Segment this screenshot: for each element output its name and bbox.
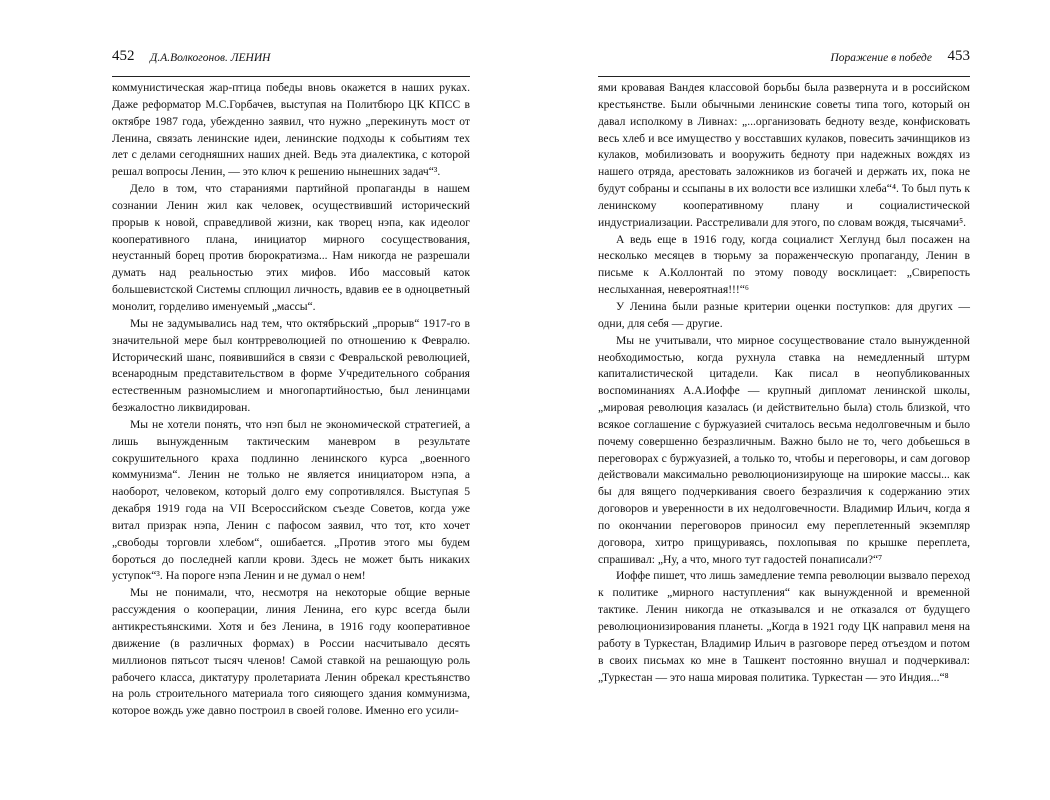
paragraph: Дело в том, что стараниями партийной пропаганды в нашем сознании Ленин жил как человек, осуществивший исторический прорыв к новой, справедливой жизни, как творец нэпа, как идеолог кооперативного плана, инициатор мирного сосуществования, неустанный борец против бюрократизма... Нам никогда не разрешали думать над реальностью этих мифов. Ибо массовый каток большевистской Системы сплющил личность, вдавив ее в одноцветный монолит, горделиво именуемый „массы“. — [112, 182, 470, 313]
right-page-body — [598, 80, 970, 686]
paragraph: Иоффе пишет, что лишь замедление темпа революции вызвало переход к политике „мирного наступления“ как вынужденной и временной тактике. Ленин никогда не отказывался и не отказался от будущего революционизирования планеты. „Когда в 1921 году ЦК направил меня на работу в Туркестан, Владимир Ильич в разговоре перед отъездом и потом в своих письмах ко мне в Ташкент постоянно внушал и подчеркивал: „Туркестан — это наша мировая политика. Туркестан — это Индия...“⁸ — [598, 569, 970, 684]
paragraph: Мы не понимали, что, несмотря на некоторые общие верные рассуждения о кооперации, линия Ленина, его курс всегда были антикрестьянскими. Хотя и без Ленина, в 1916 году кооперативное движение (в различных формах) в России насчитывало десять миллионов пятьсот тысяч членов! Самой ставкой на решающую роль рабочего класса, диктатуру пролетариата Ленин обрекал крестьянство на роль строительного материала того сияющего здания коммунизма, которое вождь уже давно построил в своей голове. Именно его усили- — [112, 586, 470, 718]
right-page — [598, 0, 970, 686]
paragraph: А ведь еще в 1916 году, когда социалист Хеглунд был посажен на несколько месяцев в тюрьму за пораженческую пропаганду, Ленин в письме к А.Коллонтай по этому поводу восклицает: „Свирепость неслыханная, невероятная!!!“⁶ — [598, 232, 970, 297]
left-page-body — [112, 80, 470, 720]
paragraph: коммунистическая жар-птица победы вновь окажется в наших руках. Даже реформатор М.С.Горбачев, выступая на Политбюро ЦК КПСС в октябре 1987 года, убежденно заявил, что нужно „перекинуть мост от Ленина, связать ленинские идеи, ленинские подходы к событиям тех лет с делами сегодняшних наших дней. Ведь эта диалектика, с которой решал вопросы Ленин, — это ключ к решению нынешних задач“³. — [112, 81, 470, 179]
paragraph: У Ленина были разные критерии оценки поступков: для других — одни, для себя — другие. — [598, 299, 970, 330]
page-number: 452 — [112, 48, 135, 64]
page-number: 453 — [947, 48, 970, 64]
left-page-header — [112, 48, 470, 77]
running-head: Д.А.Волкогонов. ЛЕНИН — [150, 52, 271, 64]
paragraph: Мы не учитывали, что мирное сосуществование стало вынужденной необходимостью, когда рухнула ставка на немедленный штурм капиталистической цитадели. Как писал в неопубликованных воспоминаниях А.А.Иоффе — крупный дипломат ленинской школы, „мировая революция казалась (и действительно была) столь близкой, что всякое соглашение с буржуазией считалось весьма недолговечным и было почему совершенно безразличным. Важно было не то, чего добьешься в переговорах с буржуазией, а только то, чтобы и переговоры, и сам договор действовали максимально революционизирующе на широкие массы... как бы для вящего подчеркивания своего безразличия к содержанию этих договоров и уверенности в их недолговечности. Владимир Ильич, когда я по окончании переговоров приносил ему переплетенный экземпляр договора, хитро прищуриваясь, похлопывая по крышке переплета, спрашивал: „Ну, а что, много тут гадостей понаписали?“⁷ — [598, 333, 970, 566]
paragraph: ями кровавая Вандея классовой борьбы была развернута и в российском крестьянстве. Были обычными ленинские советы типа того, который он давал исполкому в Ливнах: „...организовать бедноту везде, конфисковать весь хлеб и все имущество у восставших кулаков, повесить зачинщиков из кулаков, мобилизовать и вооружить бедноту при надежных вождях из нашего отряда, арестовать заложников из богачей и держать их, пока не будут собраны и ссыпаны в их волости все излишки хлеба“⁴. То был путь к ленинскому кооперативному плану и социалистической индустриализации. Расстреливали для этого, по словам вождя, тысячами⁵. — [598, 81, 970, 229]
left-page — [112, 0, 470, 720]
paragraph: Мы не хотели понять, что нэп был не экономической стратегией, а лишь вынужденным тактическим маневром в результате сокрушительного краха подлинно ленинского курса „военного коммунизма“. Ленин не только не является инициатором нэпа, а наоборот, человеком, который долго ему сопротивлялся. Выступая 5 декабря 1919 года на VII Всероссийском съезде Советов, когда уже витал призрак нэпа, Ленин с пафосом заявил, что тот, кто хочет „свободы торговли хлебом“, ошибается. „Против этого мы будем бороться до последней капли крови. Здесь не может быть никаких уступок“³. На пороге нэпа Ленин и не думал о нем! — [112, 417, 470, 583]
running-head: Поражение в победе — [830, 52, 932, 64]
paragraph: Мы не задумывались над тем, что октябрьский „прорыв“ 1917-го в значительной мере был контрреволюцией по отношению к Февралю. Исторический шанс, появившийся в связи с Февральской революцией, всенародным представительством в форме Учредительного собрания естественным разномыслием и многопартийностью, был ленинцами безжалостно ликвидирован. — [112, 316, 470, 415]
right-page-header — [598, 48, 970, 77]
